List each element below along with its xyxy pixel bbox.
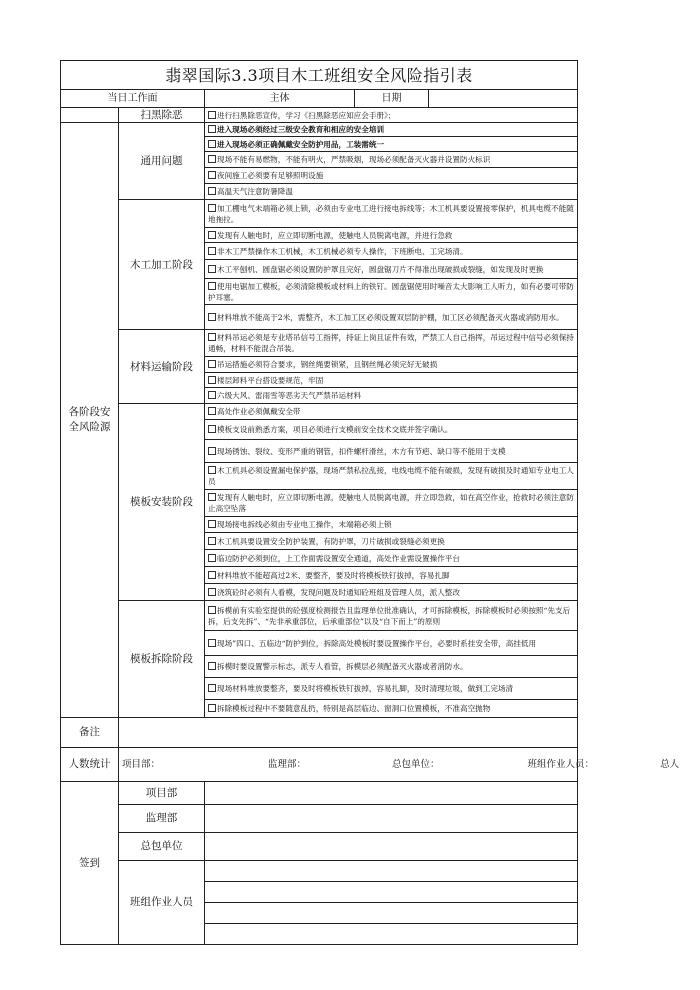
risk-item-text: 非木工严禁操作木工机械，木工机械必须专人操作，下班断电、工完场清。: [217, 246, 468, 256]
checkbox-icon[interactable]: [208, 447, 216, 455]
checkbox-icon[interactable]: [208, 537, 216, 545]
risk-item[interactable]: [205, 184, 578, 200]
checkbox-icon[interactable]: [208, 231, 216, 239]
risk-item[interactable]: [205, 373, 578, 388]
checkbox-icon[interactable]: [208, 282, 216, 290]
signature-field[interactable]: [205, 782, 578, 805]
headcount-supervision[interactable]: 监理部：: [268, 759, 307, 770]
stage-label: 材料运输阶段: [119, 330, 205, 404]
signoff-party: 监理部: [119, 805, 205, 833]
risk-item[interactable]: [205, 700, 578, 718]
checkbox-icon[interactable]: [208, 425, 216, 433]
stage-label: 通用问题: [119, 123, 205, 200]
risk-item[interactable]: [205, 463, 578, 490]
signature-line[interactable]: [205, 861, 577, 882]
checkbox-icon[interactable]: [208, 520, 216, 528]
risk-item-text: 木工平刨机、圆盘锯必须设置防护罩且完好，圆盘锯刀片不得准出现破损或裂缝，如发现及时更换: [217, 264, 544, 274]
risk-item-row: [61, 123, 578, 137]
checkbox-icon[interactable]: [208, 111, 216, 119]
remarks-row: [61, 718, 578, 748]
signature-field[interactable]: [205, 805, 578, 833]
signoff-party: 项目部: [119, 782, 205, 805]
checkbox-icon[interactable]: [208, 466, 216, 474]
headcount-general-contractor[interactable]: 总包单位：: [392, 759, 440, 770]
signature-line[interactable]: [205, 882, 577, 903]
checkbox-icon[interactable]: [208, 360, 216, 368]
risk-item-text: 进入现场必须经过三级安全教育和相应的安全培训: [217, 125, 385, 134]
risk-item-text: 拆除模板过程中不要随意乱扔，特别是高层临边、窗洞口位置模板，不准高空抛物: [217, 704, 491, 713]
headcount-label: 人数统计: [61, 748, 119, 782]
risk-item-text: 现场”四口、五临边“防护到位，拆除高处模板时要设置操作平台，必要时系挂安全带，高挂低用: [217, 638, 537, 648]
checkbox-icon[interactable]: [208, 588, 216, 596]
checkbox-icon[interactable]: [208, 639, 216, 647]
checkbox-icon[interactable]: [208, 204, 216, 212]
checkbox-icon[interactable]: [208, 187, 216, 195]
signoff-party: 总包单位: [119, 833, 205, 861]
risk-item-row: [61, 601, 578, 631]
sheet-title: 翡翠国际3.3项目木工班组安全风险指引表: [61, 61, 578, 90]
risk-item-row: [61, 200, 578, 228]
risk-item[interactable]: [205, 550, 578, 567]
checkbox-icon[interactable]: [208, 125, 216, 133]
risk-item-text: 材料堆放不能高于2米，需整齐，木工加工区必须设置双层防护棚，加工区必须配备灭火器或消防用水。: [217, 312, 564, 322]
signature-line[interactable]: [205, 903, 577, 924]
signoff-row: [61, 833, 578, 861]
risk-item-text: 夜间施工必须要有足够照明设施: [217, 171, 324, 180]
checkbox-icon[interactable]: [208, 333, 216, 341]
risk-item[interactable]: [205, 678, 578, 700]
checkbox-icon[interactable]: [208, 554, 216, 562]
risk-item-row: [61, 404, 578, 420]
remarks-field[interactable]: [119, 718, 578, 748]
risk-item[interactable]: [205, 152, 578, 168]
risk-item-text: 高处作业必须佩戴安全带: [217, 407, 301, 416]
stage-label: 模板拆除阶段: [119, 601, 205, 718]
stage-label: 木工加工阶段: [119, 200, 205, 330]
risk-item[interactable]: [205, 330, 578, 357]
risk-item[interactable]: [205, 137, 578, 152]
signature-field[interactable]: [205, 861, 578, 945]
signoff-row: [61, 861, 578, 945]
risk-item-text: 高温天气注意防暑降温: [217, 187, 293, 196]
blank-cell: [61, 108, 119, 123]
headcount-crew[interactable]: 班组作业人员：: [527, 759, 595, 770]
risk-item-text: 进行扫黑除恶宣传，学习《扫黑除恶应知应会手册》；: [217, 110, 396, 120]
signoff-label: 签到: [61, 782, 119, 945]
risk-item[interactable]: [205, 656, 578, 678]
risk-item-text: 现场锈蚀、裂纹、变形严重的钢管，扣件螺杆滑丝，木方有节疤、缺口等不能用于支模: [217, 446, 506, 456]
risk-item[interactable]: [205, 108, 578, 123]
date-label: 日期: [355, 90, 429, 108]
checkbox-icon[interactable]: [208, 571, 216, 579]
checkbox-icon[interactable]: [208, 407, 216, 415]
remarks-label: 备注: [61, 718, 119, 748]
risk-item-row: [61, 330, 578, 357]
checkbox-icon[interactable]: [208, 662, 216, 670]
signoff-row: [61, 805, 578, 833]
risk-item[interactable]: [205, 260, 578, 279]
headcount-row: [61, 748, 578, 782]
risk-item[interactable]: [205, 200, 578, 228]
risk-item[interactable]: [205, 567, 578, 584]
risk-item-text: 吊运措施必须符合要求，钢丝绳要锁紧，且钢丝绳必须完好无破损: [217, 360, 438, 369]
risk-item-text: 发现有人触电时，应立即切断电源，使触电人员脱离电源，并进行急救: [217, 230, 453, 240]
risk-item-text: 加工棚电气未端箱必须上锁，必须由专业电工进行接电拆线等；木工机具要设置接零保护，机具电缆不能随地拖拉。: [208, 203, 574, 224]
risk-item-text: 现场不能有易燃物，不能有明火，严禁吸烟，现场必须配备灭火器并设置防火标识: [217, 155, 491, 164]
risk-item[interactable]: [205, 601, 578, 631]
signoff-row: [61, 782, 578, 805]
checkbox-icon[interactable]: [208, 171, 216, 179]
risk-item[interactable]: [205, 584, 578, 601]
risk-item[interactable]: [205, 123, 578, 137]
risk-item[interactable]: [205, 490, 578, 517]
risk-item[interactable]: [205, 533, 578, 550]
headcount-total[interactable]: 总人: [660, 759, 680, 770]
risk-item-text: 六级大风、雷雨雪等恶劣天气严禁吊运材料: [217, 391, 362, 400]
risk-item[interactable]: [205, 440, 578, 463]
stage-label: 扫黑除恶: [119, 108, 205, 123]
checkbox-icon[interactable]: [208, 247, 216, 255]
risk-item[interactable]: [205, 631, 578, 656]
signature-field[interactable]: [205, 833, 578, 861]
risk-item[interactable]: [205, 420, 578, 440]
checkbox-icon[interactable]: [208, 493, 216, 501]
risk-guide-table: [60, 60, 680, 945]
risk-item-text: 现场材料堆放要整齐，要及时将模板铁钉拔掉，容易扎脚，及时清理垃圾，做到工完场清: [217, 684, 514, 693]
risk-item-text: 材料堆放不能超高过2米、要整齐，要及时将模板铁钉拔掉，容易扎脚: [217, 570, 450, 580]
subject-label: 主体: [205, 90, 355, 108]
risk-item-text: 使用电锯加工模板，必须清除模板或材料上的铁钉。圆盘锯使用时噪音太大影响工人听力，如有必要可带防护耳塞。: [208, 281, 574, 302]
risk-item-text: 进入现场必须正确佩戴安全防护用品，工装需统一: [217, 139, 385, 149]
risk-item-text: 材料吊运必须是专业塔吊信号工指挥，持证上岗且证件有效，严禁工人自己指挥，吊运过程中信号必须保持通畅，材料不能混合吊装。: [208, 333, 574, 353]
date-value-cell[interactable]: [429, 90, 578, 108]
risk-item[interactable]: [205, 357, 578, 373]
stage-label: 模板安装阶段: [119, 404, 205, 601]
risk-item-row: [61, 108, 578, 123]
risk-item-text: 木工机具必须设置漏电保护器，现场严禁私拉乱接，电线电缆不能有破损，发现有破损及时通知专业电工人员: [208, 466, 574, 486]
risk-item[interactable]: [205, 388, 578, 404]
risk-item-text: 楼层卸料平台搭设要规范，牢固: [217, 375, 324, 385]
risk-item-text: 模板支设前熟悉方案，项目必须进行支模前安全技术交底并签字确认。: [217, 425, 453, 434]
checkbox-icon[interactable]: [208, 704, 216, 712]
checkbox-icon[interactable]: [208, 140, 216, 148]
risk-item[interactable]: [205, 279, 578, 305]
risk-item[interactable]: [205, 305, 578, 330]
risk-item-text: 现场接电拆线必须由专业电工操作，末端箱必须上锁: [217, 520, 392, 529]
risk-item-text: 木工机具要设置安全防护装置，有防护罩，刀片破损或裂缝必须更换: [217, 536, 445, 546]
risk-item-text: 拆模时要设置警示标志，派专人看管，拆模层必须配备灭火器或者消防水。: [217, 662, 468, 671]
headcount-project[interactable]: 项目部：: [122, 759, 161, 770]
risk-item-text: 浇筑砼时必须有人看模，发现问题及时通知砼班组及管理人员，派人整改: [217, 587, 460, 597]
risk-item[interactable]: [205, 243, 578, 260]
checkbox-icon[interactable]: [208, 376, 216, 384]
risk-item-text: 拆模前有实验室提供的砼强度检测报告且监理单位批准确认，才可拆除模板，拆除模板时必须按照“先支后拆，后支先拆”、“先非承重部位，后承重部位”以及“自下而上”的原则: [208, 605, 571, 626]
workface-label: 当日工作面: [61, 90, 205, 108]
risk-group-label: 各阶段安全风险源: [61, 123, 119, 718]
risk-item[interactable]: [205, 228, 578, 243]
headcount-fields: [119, 748, 680, 782]
checkbox-icon[interactable]: [208, 313, 216, 321]
risk-item[interactable]: [205, 517, 578, 533]
risk-item[interactable]: [205, 404, 578, 420]
checkbox-icon[interactable]: [208, 684, 216, 692]
crew-signature-lines: [205, 861, 577, 944]
checkbox-icon[interactable]: [208, 606, 216, 614]
checkbox-icon[interactable]: [208, 155, 216, 163]
risk-item-text: 临边防护必须到位，上工作面需设置安全通道，高处作业需设置操作平台: [217, 553, 460, 563]
signature-line[interactable]: [205, 924, 577, 944]
signoff-party: 班组作业人员: [119, 861, 205, 945]
risk-item[interactable]: [205, 168, 578, 184]
checkbox-icon[interactable]: [208, 265, 216, 273]
checkbox-icon[interactable]: [208, 391, 216, 399]
risk-item-text: 发现有人触电时，应立即切断电源，使触电人员脱离电源，并立即急救，如在高空作业，抢救时必须注意防止高空坠落: [208, 493, 574, 513]
